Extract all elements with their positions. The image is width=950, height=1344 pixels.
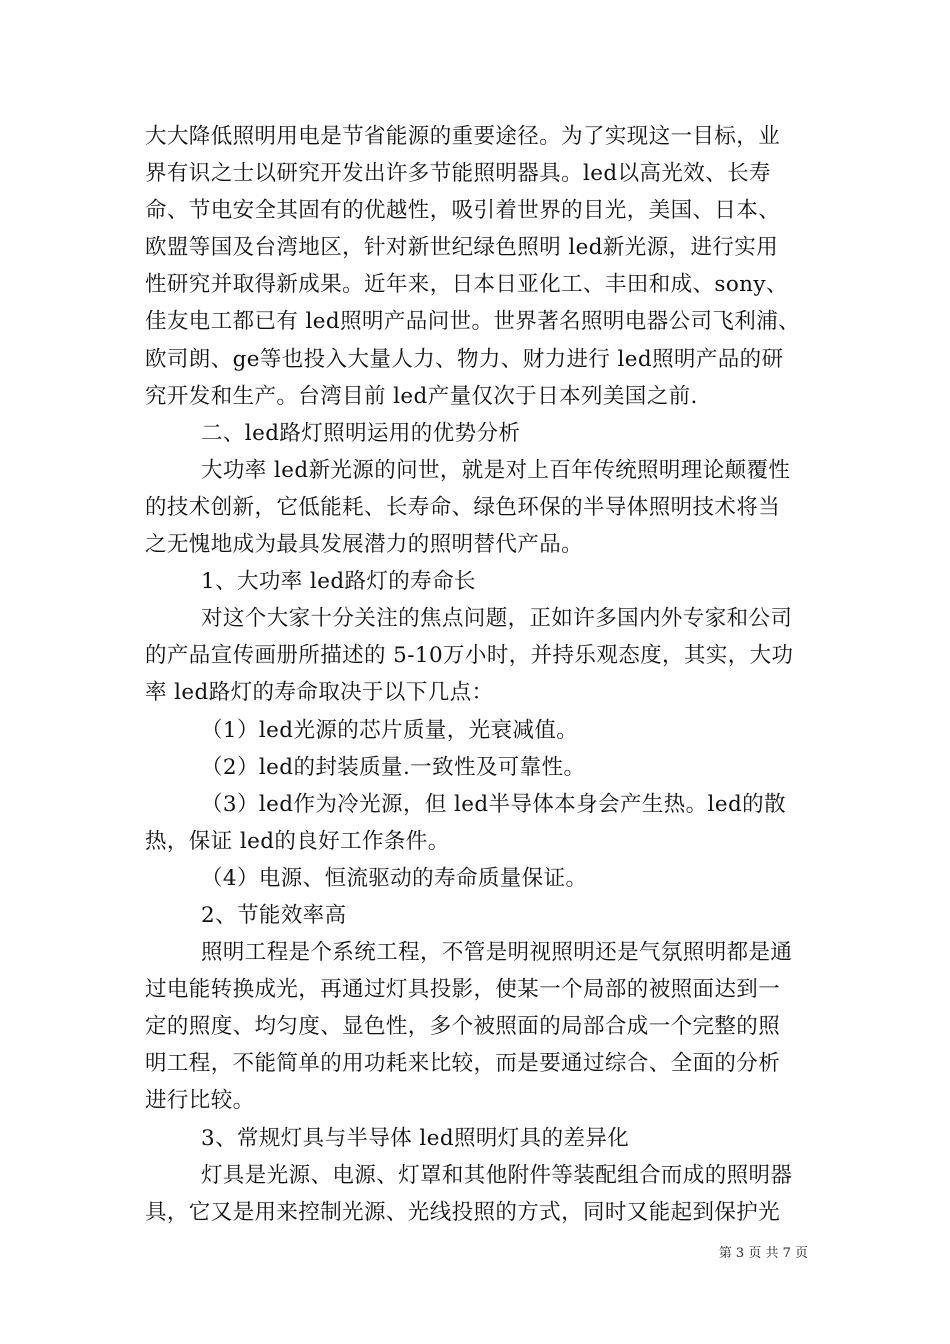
text-line: 大功率 led新光源的问世，就是对上百年传统照明理论颠覆性: [201, 457, 791, 483]
text-line: 热，保证 led的良好工作条件。: [145, 828, 450, 854]
text-line: 欧盟等国及台湾地区，针对新世纪绿色照明 led新光源，进行实用: [145, 235, 779, 261]
subsection-heading: 2、节能效率高: [201, 902, 347, 928]
text-line: 究开发和生产。台湾目前 led产量仅次于日本列美国之前.: [145, 383, 698, 409]
document-body: [145, 118, 815, 1231]
text-line: 大大降低照明用电是节省能源的重要途径。为了实现这一目标，业: [145, 124, 781, 149]
subsection-heading: 3、常规灯具与半导体 led照明灯具的差异化: [201, 1125, 630, 1151]
text-line: 的技术创新，它低能耗、长寿命、绿色环保的半导体照明技术将当: [145, 494, 781, 520]
text-line: 灯具是光源、电源、灯罩和其他附件等装配组合而成的照明器: [201, 1162, 793, 1188]
text-line: 欧司朗、ge等也投入大量人力、物力、财力进行 led照明产品的研: [145, 346, 784, 372]
text-line: 照明工程是个系统工程，不管是明视照明还是气氛照明都是通: [201, 940, 793, 966]
text-line: 率 led路灯的寿命取决于以下几点：: [145, 680, 494, 706]
text-line: 具，它又是用来控制光源、光线投照的方式，同时又能起到保护光: [145, 1199, 781, 1225]
text-line: 的产品宣传画册所描述的 5-10万小时，并持乐观态度，其实，大功: [145, 643, 794, 669]
list-item: （3）led作为冷光源，但 led半导体本身会产生热。led的散: [201, 791, 786, 817]
text-line: 界有识之士以研究开发出许多节能照明器具。led以高光效、长寿: [145, 161, 771, 187]
text-line: 进行比较。: [145, 1088, 255, 1114]
page-number-footer: 第 3 页 共 7 页: [718, 1246, 808, 1261]
subsection-heading: 1、大功率 led路灯的寿命长: [201, 569, 476, 595]
list-item: （4）电源、恒流驱动的寿命质量保证。: [201, 865, 588, 891]
text-line: 过电能转换成光，再通过灯具投影，使某一个局部的被照面达到一: [145, 977, 781, 1003]
section-heading: 二、led路灯照明运用的优势分析: [201, 420, 521, 446]
text-line: 佳友电工都已有 led照明产品问世。世界著名照明电器公司飞利浦、: [145, 309, 800, 335]
text-line: 明工程，不能简单的用功耗来比较，而是要通过综合、全面的分析: [145, 1051, 781, 1077]
list-item: （1）led光源的芯片质量，光衰减值。: [201, 717, 579, 743]
text-line: 定的照度、均匀度、显色性，多个被照面的局部合成一个完整的照: [145, 1014, 781, 1040]
list-item: （2）led的封装质量.一致性及可靠性。: [201, 754, 586, 780]
text-line: 之无愧地成为最具发展潜力的照明替代产品。: [145, 532, 584, 558]
text-line: 命、节电安全其固有的优越性，吸引着世界的目光，美国、日本、: [145, 198, 781, 224]
text-line: 对这个大家十分关注的焦点问题，正如许多国内外专家和公司: [201, 606, 793, 632]
text-line: 性研究并取得新成果。近年来，日本日亚化工、丰田和成、sony、: [145, 272, 788, 298]
